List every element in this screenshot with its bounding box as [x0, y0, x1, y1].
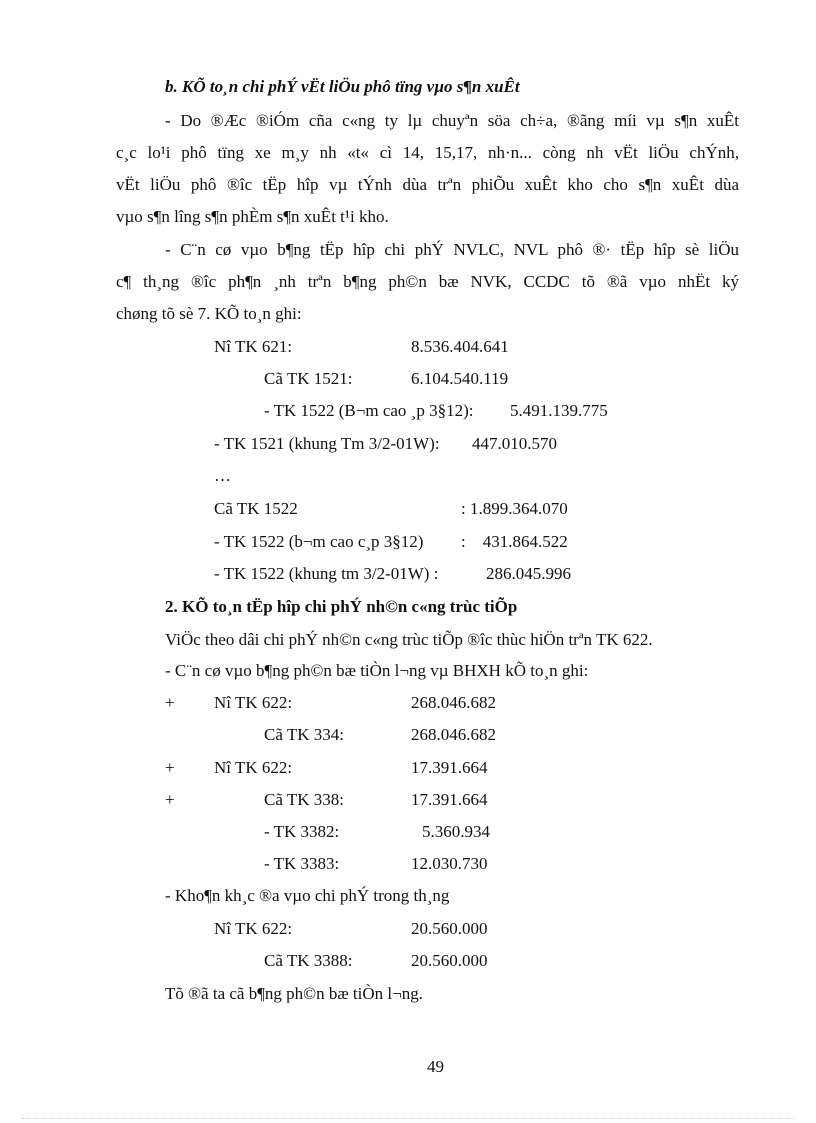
entry-label: - TK 3382:: [264, 822, 340, 841]
entry-label: Nî TK 622:: [214, 693, 293, 712]
entry-value: 268.046.682: [411, 725, 496, 744]
paragraph-line: chøng tõ sè 7. KÕ to¸n ghi:: [116, 304, 302, 323]
entry-value: 20.560.000: [411, 919, 488, 938]
entry-label: Nî TK 622:: [214, 919, 293, 938]
entry-label: Cã TK 3388:: [264, 951, 353, 970]
paragraph-line: - C¨n cø vµo b¶ng tËp hîp chi phÝ NVLC, NVL phô ®· tËp hîp sè liÖu: [165, 240, 739, 259]
plus-mark: +: [165, 693, 175, 712]
entry-value: 286.045.996: [486, 564, 571, 583]
entry-label: Cã TK 334:: [264, 725, 344, 744]
paragraph-line: - C¨n cø vµo b¶ng ph©n bæ tiÒn l¬ng vµ BHXH kÕ to¸n ghi:: [165, 661, 589, 680]
entry-value: 268.046.682: [411, 693, 496, 712]
ellipsis: …: [214, 466, 231, 485]
paragraph-line: - Do ®Æc ®iÓm cña c«ng ty lµ chuyªn söa ch÷a, ®ãng míi vµ s¶n xuÊt: [165, 111, 739, 130]
entry-label: - TK 1522 (B¬m cao ¸p 3§12):: [264, 401, 474, 420]
paragraph-line: - Kho¶n kh¸c ®a vµo chi phÝ trong th¸ng: [165, 886, 450, 905]
entry-label: Cã TK 338:: [264, 790, 344, 809]
plus-mark: +: [165, 758, 175, 777]
entry-value: 17.391.664: [411, 758, 488, 777]
entry-value: 12.030.730: [411, 854, 488, 873]
entry-label: - TK 1521 (khung Tm 3/2-01W):: [214, 434, 440, 453]
entry-value: 5.360.934: [422, 822, 490, 841]
page-bottom-divider: [22, 1118, 794, 1119]
entry-value: 6.104.540.119: [411, 369, 509, 388]
plus-mark: +: [165, 790, 175, 809]
entry-value: 17.391.664: [411, 790, 488, 809]
paragraph-line: c¶ th¸ng ®îc ph¶n ¸nh trªn b¶ng ph©n bæ NVK, CCDC tõ ®ã vµo nhËt ký: [116, 272, 739, 291]
entry-label: - TK 1522 (b¬m cao c¸p 3§12): [214, 532, 424, 551]
entry-value: 8.536.404.641: [411, 337, 509, 356]
paragraph-line: c¸c lo¹i phô tïng xe m¸y nh «t« cì 14, 15,17, nh·n... còng nh vËt liÖu chÝnh,: [116, 143, 739, 162]
closing-line: Tõ ®ã ta cã b¶ng ph©n bæ tiÒn l¬ng.: [165, 984, 423, 1003]
paragraph-line: ViÖc theo dâi chi phÝ nh©n c«ng trùc tiÕp ®îc thùc hiÖn trªn TK 622.: [165, 630, 653, 649]
entry-label: Nî TK 622:: [214, 758, 293, 777]
page-number: 49: [427, 1057, 444, 1076]
entry-value: 5.491.139.775: [510, 401, 608, 420]
entry-label: Cã TK 1522: [214, 499, 298, 518]
entry-value: : 1.899.364.070: [461, 499, 568, 518]
entry-label: - TK 1522 (khung tm 3/2-01W) :: [214, 564, 439, 583]
entry-label: - TK 3383:: [264, 854, 340, 873]
entry-label: Cã TK 1521:: [264, 369, 353, 388]
entry-label: Nî TK 621:: [214, 337, 293, 356]
entry-value: 20.560.000: [411, 951, 488, 970]
paragraph-line: vµo s¶n lîng s¶n phÈm s¶n xuÊt t¹i kho.: [116, 207, 389, 226]
section-heading-2: 2. KÕ to¸n tËp hîp chi phÝ nh©n c«ng trùc tiÕp: [165, 597, 518, 616]
entry-value: : 431.864.522: [461, 532, 568, 551]
section-heading-b: b. KÕ to¸n chi phÝ vËt liÖu phô tïng vµo s¶n xuÊt: [165, 77, 520, 96]
entry-value: 447.010.570: [472, 434, 557, 453]
paragraph-line: vËt liÖu phô ®îc tËp hîp vµ tÝnh dùa trªn phiÕu xuÊt kho cho s¶n xuÊt dùa: [116, 175, 739, 194]
